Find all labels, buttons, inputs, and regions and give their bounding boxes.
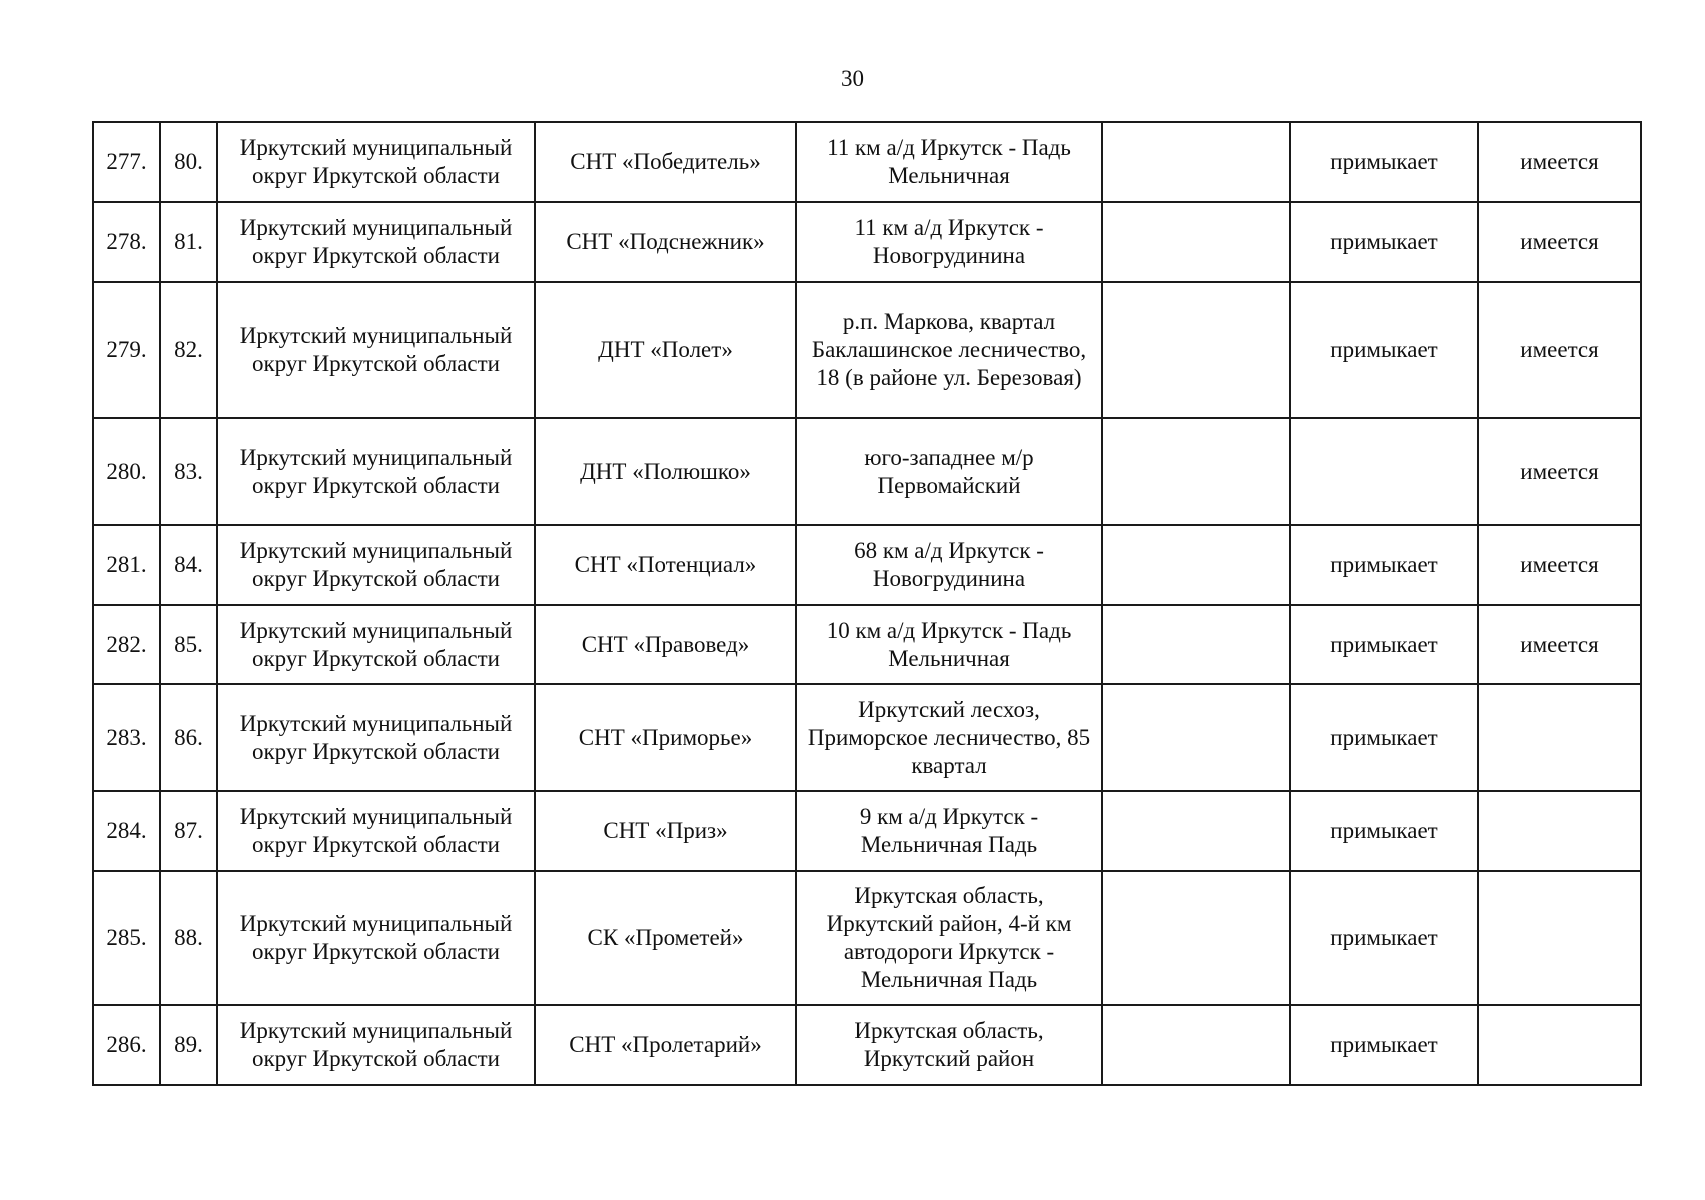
row-sub-index: 88. xyxy=(160,871,217,1005)
municipality-cell: Иркутский муниципальный округ Иркутской области xyxy=(217,1005,535,1085)
row-index: 281. xyxy=(93,525,160,605)
adjacency-cell xyxy=(1290,418,1478,525)
name-cell: СНТ «Подснежник» xyxy=(535,202,796,282)
name-cell: СНТ «Приз» xyxy=(535,791,796,871)
availability-cell: имеется xyxy=(1478,202,1641,282)
availability-cell xyxy=(1478,791,1641,871)
name-cell: СНТ «Потенциал» xyxy=(535,525,796,605)
name-cell: ДНТ «Полюшко» xyxy=(535,418,796,525)
adjacency-cell: примыкает xyxy=(1290,202,1478,282)
adjacency-cell: примыкает xyxy=(1290,1005,1478,1085)
adjacency-cell: примыкает xyxy=(1290,684,1478,791)
row-sub-index: 89. xyxy=(160,1005,217,1085)
municipality-cell: Иркутский муниципальный округ Иркутской области xyxy=(217,525,535,605)
row-sub-index: 85. xyxy=(160,605,217,684)
name-cell: СНТ «Пролетарий» xyxy=(535,1005,796,1085)
location-cell: 68 км а/д Иркутск - Новогрудинина xyxy=(796,525,1102,605)
name-cell: СНТ «Приморье» xyxy=(535,684,796,791)
location-cell: Иркутский лесхоз, Приморское лесничество, 85 квартал xyxy=(796,684,1102,791)
name-cell: СНТ «Правовед» xyxy=(535,605,796,684)
page-number: 30 xyxy=(841,66,864,91)
table-row xyxy=(93,525,1641,605)
row-index: 277. xyxy=(93,122,160,202)
empty-cell xyxy=(1102,525,1290,605)
availability-cell: имеется xyxy=(1478,282,1641,418)
availability-cell: имеется xyxy=(1478,122,1641,202)
empty-cell xyxy=(1102,684,1290,791)
adjacency-cell: примыкает xyxy=(1290,605,1478,684)
adjacency-cell: примыкает xyxy=(1290,791,1478,871)
municipality-cell: Иркутский муниципальный округ Иркутской области xyxy=(217,791,535,871)
empty-cell xyxy=(1102,202,1290,282)
table-row xyxy=(93,282,1641,418)
row-sub-index: 81. xyxy=(160,202,217,282)
row-index: 284. xyxy=(93,791,160,871)
adjacency-cell: примыкает xyxy=(1290,871,1478,1005)
availability-cell: имеется xyxy=(1478,418,1641,525)
row-index: 286. xyxy=(93,1005,160,1085)
availability-cell xyxy=(1478,1005,1641,1085)
table-row xyxy=(93,1005,1641,1085)
row-index: 285. xyxy=(93,871,160,1005)
row-sub-index: 80. xyxy=(160,122,217,202)
municipality-cell: Иркутский муниципальный округ Иркутской области xyxy=(217,871,535,1005)
table-row xyxy=(93,871,1641,1005)
adjacency-cell: примыкает xyxy=(1290,525,1478,605)
location-cell: 10 км а/д Иркутск - Падь Мельничная xyxy=(796,605,1102,684)
table-body xyxy=(93,122,1641,1085)
table-row xyxy=(93,605,1641,684)
availability-cell: имеется xyxy=(1478,525,1641,605)
table-row xyxy=(93,418,1641,525)
municipality-cell: Иркутский муниципальный округ Иркутской области xyxy=(217,418,535,525)
table-row xyxy=(93,684,1641,791)
empty-cell xyxy=(1102,871,1290,1005)
availability-cell xyxy=(1478,684,1641,791)
availability-cell: имеется xyxy=(1478,605,1641,684)
row-sub-index: 87. xyxy=(160,791,217,871)
row-index: 278. xyxy=(93,202,160,282)
availability-cell xyxy=(1478,871,1641,1005)
name-cell: ДНТ «Полет» xyxy=(535,282,796,418)
location-cell: Иркутская область, Иркутский район xyxy=(796,1005,1102,1085)
table-row xyxy=(93,791,1641,871)
municipality-cell: Иркутский муниципальный округ Иркутской области xyxy=(217,684,535,791)
row-sub-index: 86. xyxy=(160,684,217,791)
location-cell: 11 км а/д Иркутск - Падь Мельничная xyxy=(796,122,1102,202)
adjacency-cell: примыкает xyxy=(1290,122,1478,202)
empty-cell xyxy=(1102,791,1290,871)
location-cell: р.п. Маркова, квартал Баклашинское лесничество, 18 (в районе ул. Березовая) xyxy=(796,282,1102,418)
table-row xyxy=(93,122,1641,202)
empty-cell xyxy=(1102,605,1290,684)
row-sub-index: 82. xyxy=(160,282,217,418)
name-cell: СК «Прометей» xyxy=(535,871,796,1005)
municipality-cell: Иркутский муниципальный округ Иркутской области xyxy=(217,605,535,684)
adjacency-cell: примыкает xyxy=(1290,282,1478,418)
registry-table xyxy=(92,121,1642,1086)
municipality-cell: Иркутский муниципальный округ Иркутской области xyxy=(217,122,535,202)
row-index: 279. xyxy=(93,282,160,418)
municipality-cell: Иркутский муниципальный округ Иркутской области xyxy=(217,202,535,282)
location-cell: юго-западнее м/р Первомайский xyxy=(796,418,1102,525)
location-cell: 11 км а/д Иркутск - Новогрудинина xyxy=(796,202,1102,282)
row-index: 283. xyxy=(93,684,160,791)
empty-cell xyxy=(1102,122,1290,202)
location-cell: Иркутская область, Иркутский район, 4-й км автодороги Иркутск - Мельничная Падь xyxy=(796,871,1102,1005)
municipality-cell: Иркутский муниципальный округ Иркутской области xyxy=(217,282,535,418)
name-cell: СНТ «Победитель» xyxy=(535,122,796,202)
row-index: 280. xyxy=(93,418,160,525)
row-index: 282. xyxy=(93,605,160,684)
table-row xyxy=(93,202,1641,282)
row-sub-index: 84. xyxy=(160,525,217,605)
empty-cell xyxy=(1102,418,1290,525)
empty-cell xyxy=(1102,1005,1290,1085)
location-cell: 9 км а/д Иркутск - Мельничная Падь xyxy=(796,791,1102,871)
row-sub-index: 83. xyxy=(160,418,217,525)
empty-cell xyxy=(1102,282,1290,418)
